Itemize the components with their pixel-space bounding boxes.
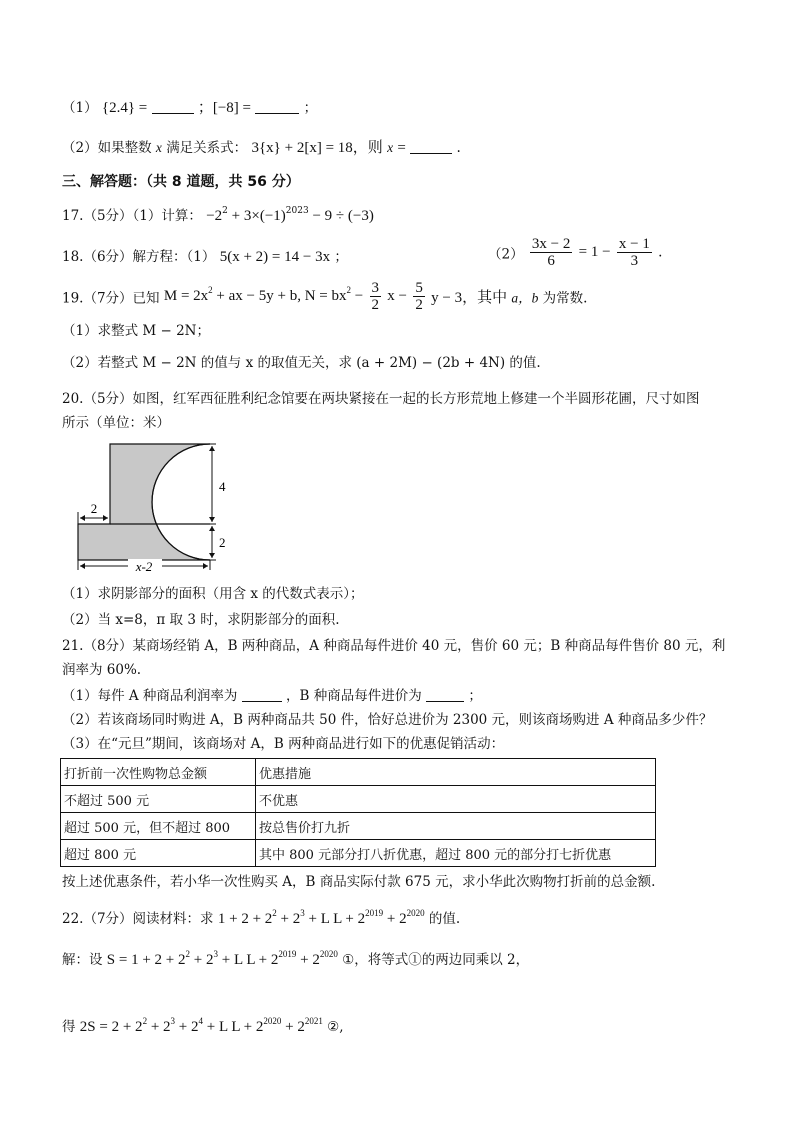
- answer-blank[interactable]: [426, 687, 464, 702]
- dim-label-bottom: 2: [219, 535, 226, 550]
- q22-solution-1: 解：设 $S = 1 + 2 + 2^2 + 2^3 + L$ $L + 2^{2019} + 2^{2020}$ ①，将等式①的两边同乘以 2，: [62, 949, 530, 968]
- answer-blank[interactable]: [410, 139, 452, 154]
- q21-after: 按上述优惠条件，若小华一次性购买 A，B 商品实际付款 675 元，求小华此次购物打折前的总金额.: [62, 874, 656, 890]
- q21-sub1: （1）每件 A 种商品利润率为 ，B 种商品每件进价为 ；: [62, 688, 482, 704]
- fraction: $\frac{3}{2}$: [371, 280, 379, 313]
- promo-table: [60, 758, 656, 867]
- q20-sub2: （2）当 x=8，π 取 3 时，求阴影部分的面积.: [62, 612, 340, 628]
- section-heading: 三、解答题：（共 8 道题，共 56 分）: [62, 174, 300, 190]
- q21-sub3: （3）在“元旦”期间，该商场对 A，B 两种商品进行如下的优惠促销活动：: [62, 736, 505, 752]
- q18-part2: （2） $\frac{3x - 2}{6}$ = 1 − $\frac{x - 1}{3}$ .: [488, 236, 663, 269]
- answer-blank[interactable]: [255, 99, 299, 114]
- fraction: $\frac{x - 1}{3}$: [618, 236, 650, 269]
- q22-stem: 22.（7分）阅读材料：求 $1 + 2 + 2^2 + 2^3 + L$ $L + 2^{2019} + 2^{2020}$ 的值.: [62, 908, 461, 927]
- q18-part1: 18.（6分）解方程：（1） 5(x + 2) = 14 − 3x ；: [62, 249, 348, 265]
- dim-label-top: 4: [219, 479, 226, 494]
- answer-blank[interactable]: [152, 99, 194, 114]
- q21-sub2: （2）若该商场同时购进 A，B 两种商品共 50 件，恰好总进价为 2300 元，则该商场购进 A 种商品多少件？: [62, 712, 713, 728]
- q20-sub1: （1）求阴影部分的面积（用含 x 的代数式表示）；: [62, 586, 364, 602]
- q21-line1: 21.（8分）某商场经销 A，B 两种商品，A 种商品每件进价 40 元，售价 60 元；B 种商品每件售价 80 元，利: [62, 638, 726, 654]
- table-row: 打折前一次性购物总金额 优惠措施: [61, 759, 656, 786]
- fraction: $\frac{5}{2}$: [415, 280, 423, 313]
- shaded-region: [78, 444, 210, 560]
- q17: 17.（5分）（1）计算： $-2^2 + 3\times(-1)^{2023} - 9 \div (-3)$: [62, 206, 374, 224]
- q20-figure: [66, 440, 236, 576]
- q20-line2: 所示（单位：米）: [62, 415, 170, 431]
- q19-sub1: （1）求整式 M − 2N；: [62, 323, 210, 339]
- q19-stem: 19.（7分）已知 $M = 2x^2$ + ax − 5y + b, $N = bx^2$ − $\frac{3}{2}$ x − $\frac{5}{2}$ y − 3，其中 a，b 为常数.: [62, 280, 588, 313]
- q16-part2: （2）如果整数 x 满足关系式： 3{x} + 2[x] = 18，则 x = .: [62, 140, 461, 156]
- dim-label-base: x-2: [135, 559, 153, 574]
- q16-part1: （1） {2.4} = ；[−8] = ；: [62, 100, 318, 116]
- table-row: 超过 800 元 其中 800 元部分打八折优惠，超过 800 元的部分打七折优惠: [61, 840, 656, 867]
- answer-blank[interactable]: [242, 687, 282, 702]
- q19-sub2: （2）若整式 M − 2N 的值与 x 的取值无关，求 (a + 2M) − (2b + 4N) 的值.: [62, 355, 541, 371]
- q22-solution-2: 得 $2S = 2 + 2^2 + 2^3 + 2^4 + L$ $L + 2^{2020} + 2^{2021}$ ②,: [62, 1016, 344, 1035]
- q20-line1: 20.（5分）如图，红军西征胜利纪念馆要在两块紧接在一起的长方形荒地上修建一个半圆形花圃，尺寸如图: [62, 391, 700, 407]
- fraction: $\frac{3x - 2}{6}$: [531, 236, 571, 269]
- dim-label-left: 2: [90, 501, 98, 516]
- table-row: 超过 500 元，但不超过 800 按总售价打九折: [61, 813, 656, 840]
- q21-line2: 润率为 60%.: [62, 662, 142, 678]
- table-row: 不超过 500 元 不优惠: [61, 786, 656, 813]
